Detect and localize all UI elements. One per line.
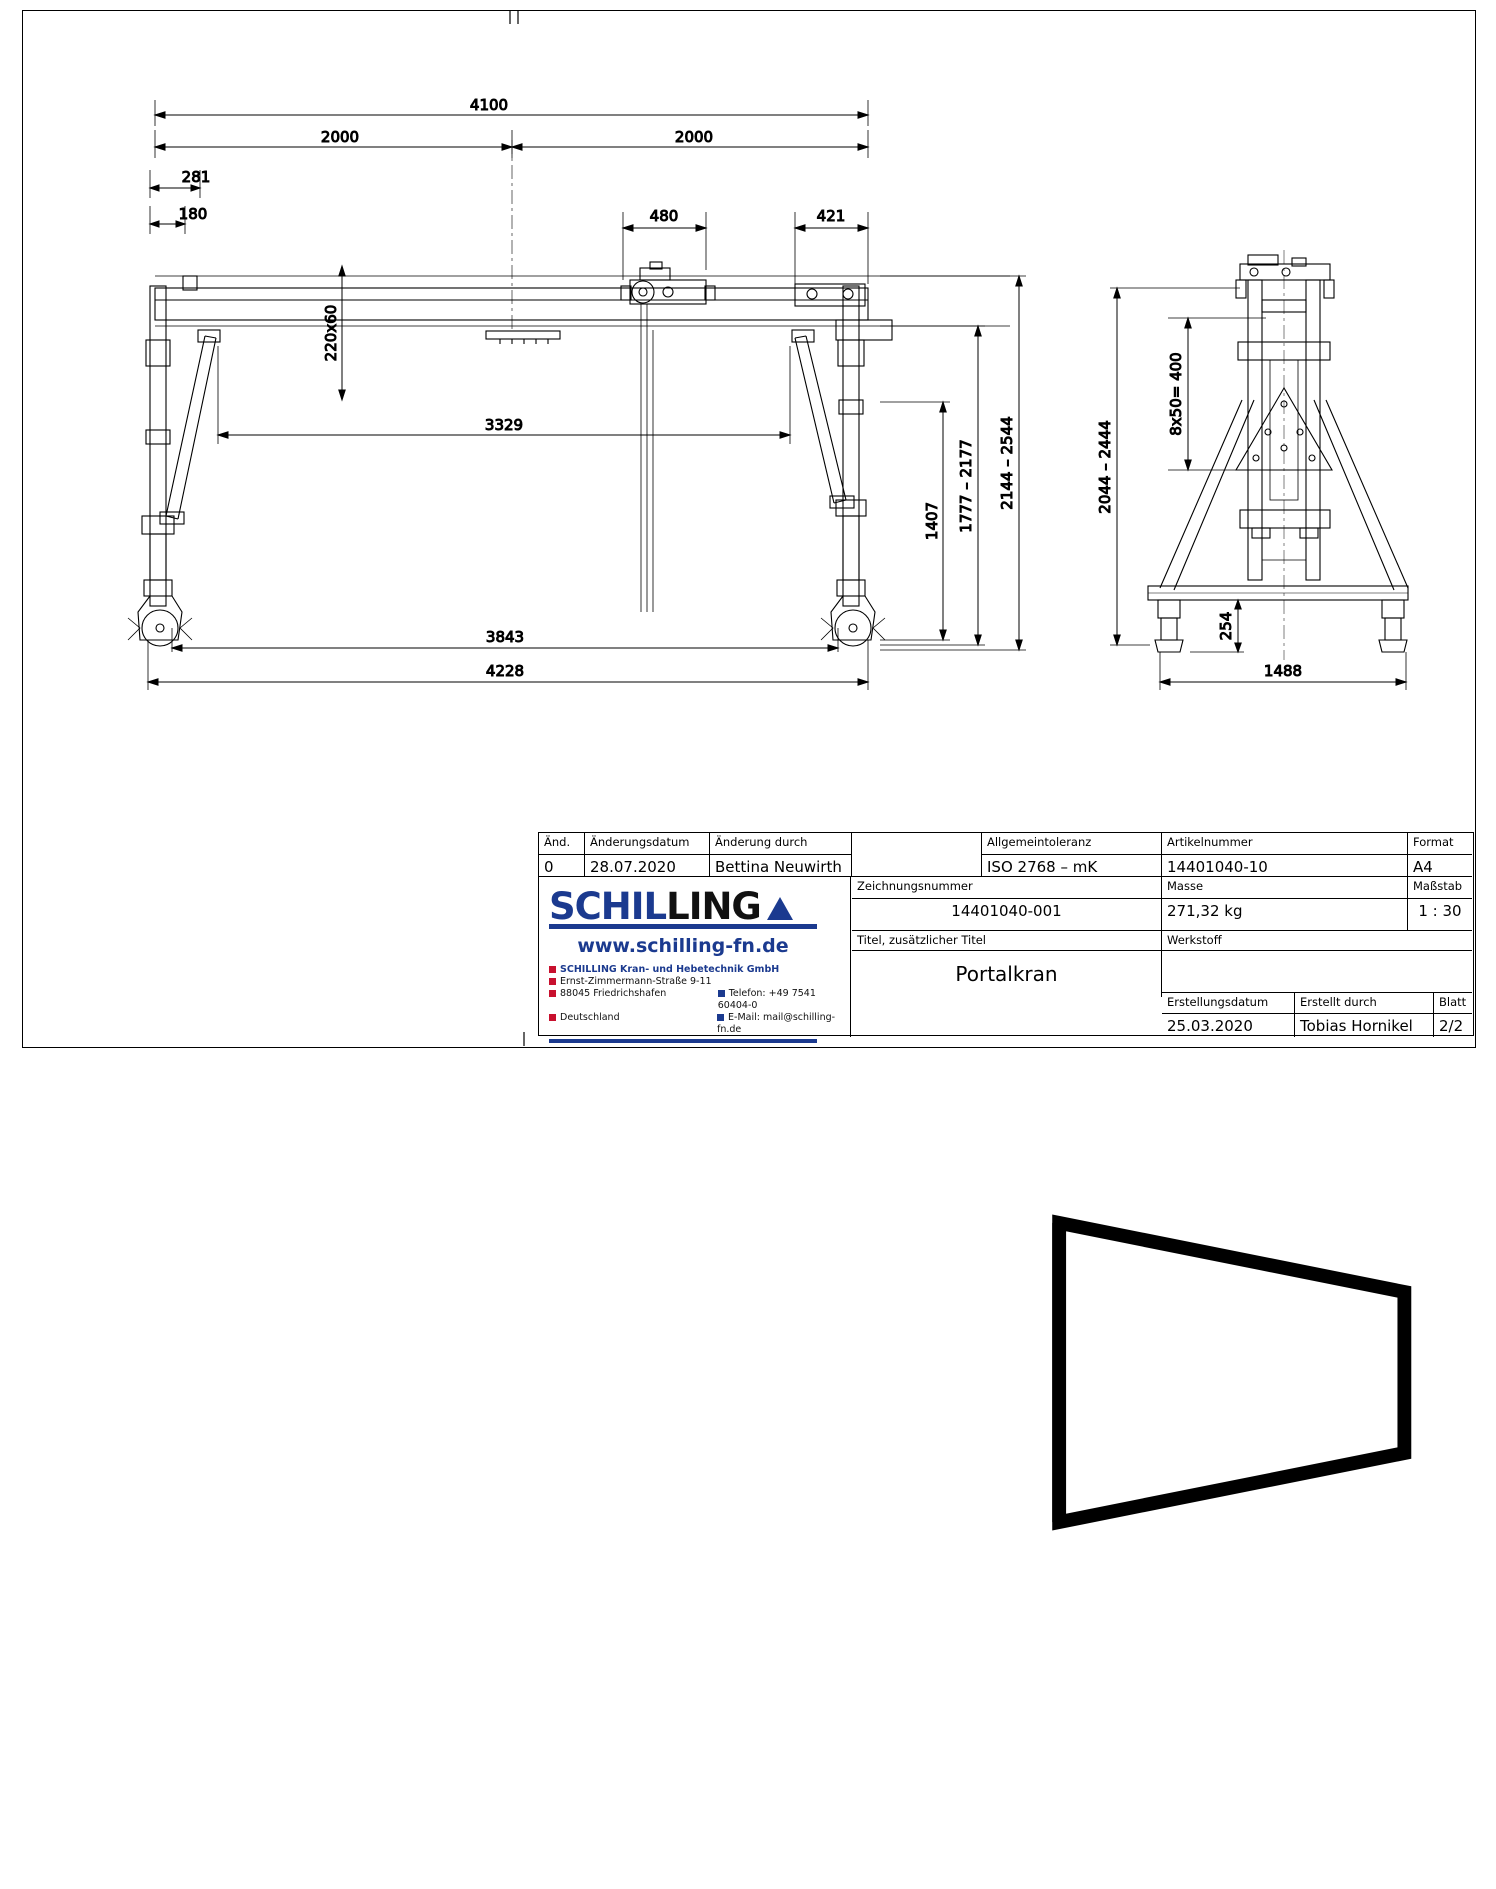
bullet-icon (718, 990, 725, 997)
company-city: 88045 Friedrichshafen (560, 988, 667, 999)
dim-hook-height: 1407 (923, 501, 941, 541)
drawing-no-value (852, 899, 1162, 931)
rev-label-text: Änd. (544, 835, 571, 849)
bullet-icon (549, 1014, 556, 1021)
rev-value (539, 855, 585, 877)
mass-label (1162, 877, 1408, 899)
change-by-label-text: Änderung durch (715, 835, 808, 849)
drawing-no-value-text: 14401040-001 (951, 902, 1062, 920)
dim-beam-profile: 220x60 (322, 304, 340, 362)
created-by-value-text: Tobias Hornikel (1300, 1017, 1413, 1035)
title-value-text: Portalkran (955, 962, 1058, 986)
mass-value-text: 271,32 kg (1167, 902, 1243, 920)
scale-value (1408, 899, 1472, 931)
company-email: E-Mail: mail@schilling-fn.de (717, 1012, 836, 1035)
format-label-text: Format (1413, 835, 1454, 849)
dim-wheel-height: 254 (1217, 611, 1235, 641)
article-label (1162, 833, 1408, 855)
sheet-value-text: 2/2 (1439, 1017, 1464, 1035)
company-logo-block (539, 877, 851, 1037)
dim-half-span-right: 2000 (674, 128, 714, 146)
created-date-label (1162, 993, 1295, 1014)
scale-label (1408, 877, 1472, 899)
dim-180: 180 (178, 205, 208, 223)
bullet-icon (549, 966, 556, 973)
dim-half-span-left: 2000 (320, 128, 360, 146)
change-date-label-text: Änderungsdatum (590, 835, 690, 849)
company-name-part2: LING (666, 885, 761, 928)
company-name-part1: SCHIL (549, 885, 667, 928)
format-label (1408, 833, 1472, 855)
dim-281: 281 (181, 168, 211, 186)
article-value (1162, 855, 1408, 877)
dim-overall-width: 4228 (485, 662, 525, 680)
created-date-value (1162, 1014, 1295, 1037)
created-by-value (1295, 1014, 1434, 1037)
drawing-no-label-text: Zeichnungsnummer (857, 879, 973, 893)
company-website[interactable]: www.schilling-fn.de (577, 935, 789, 957)
article-value-text: 14401040-10 (1167, 858, 1268, 876)
title-label (852, 931, 1162, 951)
change-by-value (710, 855, 852, 877)
sheet-label (1434, 993, 1472, 1014)
created-by-label-text: Erstellt durch (1300, 995, 1377, 1009)
bullet-icon (717, 1014, 724, 1021)
dim-overall-span: 4100 (469, 96, 509, 114)
scale-label-text: Maßstab (1413, 879, 1463, 893)
projection-symbol-cell (852, 833, 982, 877)
company-phone: Telefon: +49 7541 60404-0 (717, 988, 816, 1011)
rev-label (539, 833, 585, 855)
format-value (1408, 855, 1472, 877)
dim-hole-pattern: 8x50= 400 (1167, 352, 1185, 436)
created-date-value-text: 25.03.2020 (1167, 1017, 1253, 1035)
tolerance-label-text: Allgemeintoleranz (987, 835, 1092, 849)
dim-lift-range: 1777 – 2177 (957, 439, 975, 533)
material-label-text: Werkstoff (1167, 933, 1222, 947)
drawing-no-label (852, 877, 1162, 899)
tolerance-value (982, 855, 1162, 877)
change-by-value-text: Bettina Neuwirth (715, 858, 842, 876)
created-by-label (1295, 993, 1434, 1014)
title-block (538, 832, 1474, 1036)
change-date-value (585, 855, 710, 877)
created-date-label-text: Erstellungsdatum (1167, 995, 1269, 1009)
material-label (1162, 931, 1472, 951)
dim-track-width: 1488 (1263, 662, 1303, 680)
sheet-label-text: Blatt (1439, 995, 1467, 1009)
rev-value-text: 0 (544, 858, 554, 876)
dim-side-height-range: 2044 – 2444 (1096, 420, 1114, 514)
logo-triangle-icon (767, 897, 793, 920)
change-date-value-text: 28.07.2020 (590, 858, 676, 876)
bullet-icon (549, 978, 556, 985)
bullet-icon (549, 990, 556, 997)
company-street: Ernst-Zimmermann-Straße 9-11 (560, 976, 712, 987)
dim-trolley-width: 480 (649, 207, 679, 225)
company-legal-name: SCHILLING Kran- und Hebetechnik GmbH (560, 964, 780, 975)
tolerance-value-text: ISO 2768 – mK (987, 858, 1098, 876)
sheet-value (1434, 1014, 1472, 1037)
scale-value-text: 1 : 30 (1418, 902, 1462, 920)
dim-total-height-range: 2144 – 2544 (998, 416, 1016, 510)
change-by-label (710, 833, 852, 855)
tolerance-label (982, 833, 1162, 855)
mass-value (1162, 899, 1408, 931)
title-label-text: Titel, zusätzlicher Titel (857, 933, 986, 947)
article-label-text: Artikelnummer (1167, 835, 1253, 849)
company-country: Deutschland (560, 1012, 620, 1023)
mass-label-text: Masse (1167, 879, 1204, 893)
dim-inner-span: 3329 (484, 416, 524, 434)
change-date-label (585, 833, 710, 855)
dim-end-offset: 421 (816, 207, 846, 225)
format-value-text: A4 (1413, 858, 1433, 876)
material-value (1162, 951, 1472, 993)
dim-wheel-base: 3843 (485, 628, 525, 646)
title-value (852, 951, 1162, 997)
